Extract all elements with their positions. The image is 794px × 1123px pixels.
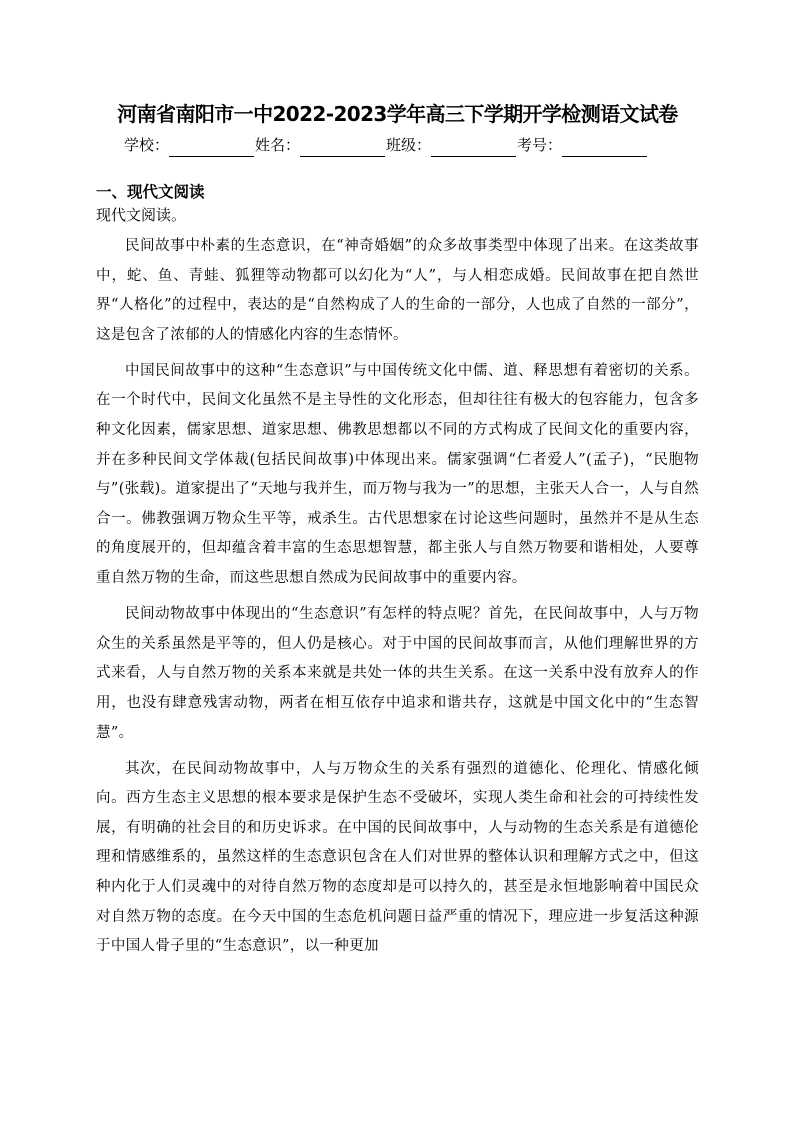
class-blank xyxy=(431,140,516,157)
section-subtitle: 现代文阅读。 xyxy=(96,206,187,224)
student-info-line xyxy=(124,133,648,157)
school-blank xyxy=(169,140,254,157)
passage-paragraph-4: 其次，在民间动物故事中，人与万物众生的关系有强烈的道德化、伦理化、情感化倾向。西方生态主义思想的根本要求是保护生态不受破坏，实现人类生命和社会的可持续性发展，有明确的社会目的和历史诉求。在中国的民间故事中，人与动物的生态关系是有道德伦理和情感维系的，虽然这样的生态意识包含在人们对世界的整体认识和理解方式之中，但这种内化于人们灵魂中的对待自然万物的态度却是可以持久的，甚至是永恒地影响着中国民众对自然万物的态度。在今天中国的生态危机问题日益严重的情况下，理应进一步复活这种源于中国人骨子里的“生态意识”，以一种更加 xyxy=(96,760,699,955)
reading-passage xyxy=(96,232,699,968)
passage-paragraph-2: 中国民间故事中的这种“生态意识”与中国传统文化中儒、道、释思想有着密切的关系。在一个时代中，民间文化虽然不是主导性的文化形态，但却往往有极大的包容能力，包含多种文化因素，儒家思想、道家思想、佛教思想都以不同的方式构成了民间文化的重要内容，并在多种民间文学体裁(包括民间故事)中体现出来。儒家强调“仁者爱人”(孟子)，“民胞物与”(张载)。道家提出了“天地与我并生，而万物与我为一”的思想，主张天人合一，人与自然合一。佛教强调万物众生平等，戒杀生。古代思想家在讨论这些问题时，虽然并不是从生态的角度展开的，但却蕴含着丰富的生态思想智慧，都主张人与自然万物要和谐相处，人要尊重自然万物的生命，而这些思想自然成为民间故事中的重要内容。 xyxy=(96,362,699,587)
section-title: 一、现代文阅读 xyxy=(96,183,205,201)
school-label: 学校： xyxy=(124,136,170,154)
page-title: 河南省南阳市一中2022-2023学年高三下学期开学检测语文试卷 xyxy=(117,102,678,126)
passage-paragraph-1: 民间故事中朴素的生态意识，在“神奇婚姻”的众多故事类型中体现了出来。在这类故事中，蛇、鱼、青蛙、狐狸等动物都可以幻化为“人”，与人相恋成婚。民间故事在把自然世界“人格化”的过程中，表达的是“自然构成了人的生命的一部分，人也成了自然的一部分”，这是包含了浓郁的人的情感化内容的生态情怀。 xyxy=(96,238,699,343)
name-blank xyxy=(300,140,385,157)
passage-paragraph-3: 民间动物故事中体现出的“生态意识”有怎样的特点呢？首先，在民间故事中，人与万物众生的关系虽然是平等的，但人仍是核心。对于中国的民间故事而言，从他们理解世界的方式来看，人与自然万物的关系本来就是共处一体的共生关系。在这一关系中没有放弃人的作用，也没有肆意残害动物，两者在相互依存中追求和谐共存，这就是中国文化中的“生态智慧”。 xyxy=(96,606,699,741)
name-label: 姓名： xyxy=(255,136,301,154)
exam-number-label: 考号： xyxy=(517,136,563,154)
exam-number-blank xyxy=(562,140,647,157)
class-label: 班级： xyxy=(386,136,432,154)
